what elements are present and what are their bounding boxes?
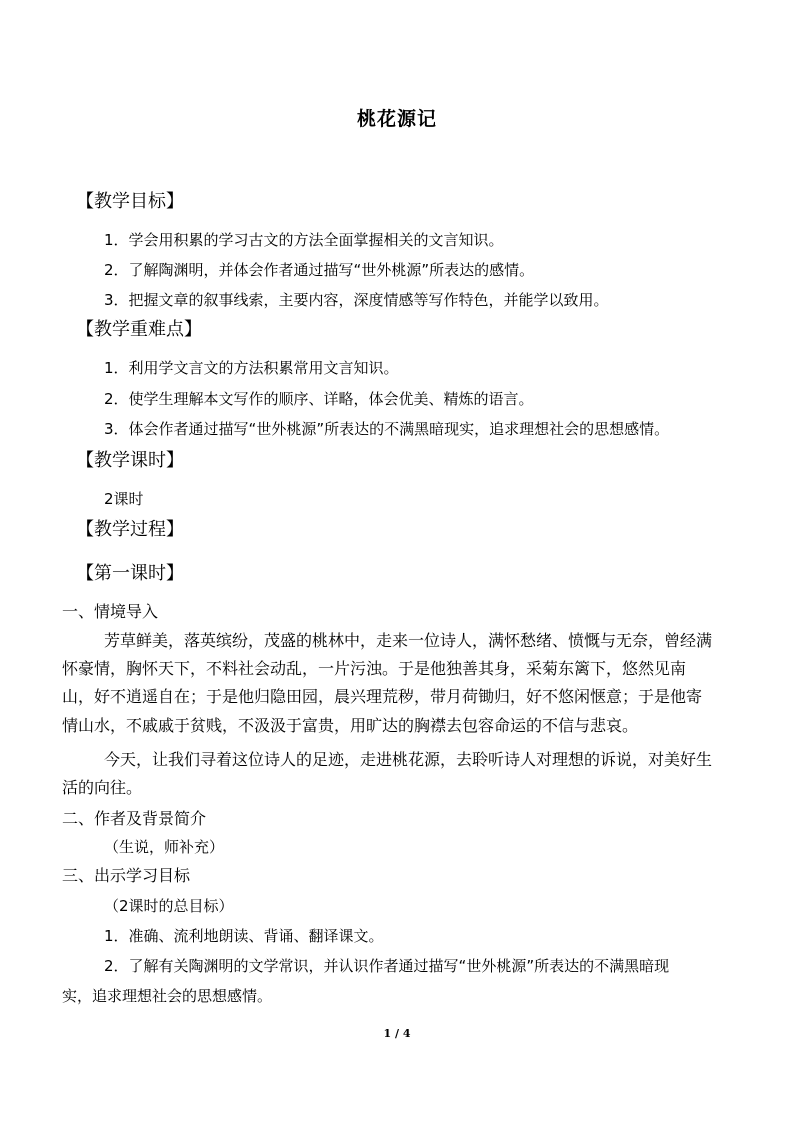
- author-note: （生说，师补充）: [104, 838, 225, 856]
- document-title: 桃花源记: [356, 108, 437, 130]
- intro-para1-line-2: 怀豪情，胸怀天下，不料社会动乱，一片污浊。于是他独善其身，采菊东篱下，悠然见南: [62, 659, 687, 678]
- key-point-item-2: 2．使学生理解本文写作的顺序、详略，体会优美、精炼的语言。: [104, 390, 534, 408]
- key-point-item-1: 1．利用学文言文的方法积累常用文言知识。: [104, 359, 399, 377]
- intro-para1-line-1: 芳草鲜美，落英缤纷，茂盛的桃林中，走来一位诗人，满怀愁绪、愤慨与无奈，曾经满: [104, 631, 713, 650]
- goal-item-3: 3．把握文章的叙事线索，主要内容，深度情感等写作特色，并能学以致用。: [104, 291, 609, 309]
- section-heading-hours: 【教学课时】: [76, 450, 184, 471]
- goal-item-2: 2．了解陶渊明，并体会作者通过描写“世外桃源”所表达的感情。: [104, 261, 535, 279]
- objective-item-1: 1．准确、流利地朗读、背诵、翻译课文。: [104, 927, 384, 945]
- part-title-objectives: 三、出示学习目标: [62, 866, 191, 885]
- section-heading-goals: 【教学目标】: [76, 191, 184, 212]
- goal-item-1: 1．学会用积累的学习古文的方法全面掌握相关的文言知识。: [104, 231, 504, 249]
- objectives-note: （2课时的总目标）: [104, 897, 234, 915]
- hours-text: 2课时: [104, 490, 144, 508]
- section-heading-key-points: 【教学重难点】: [76, 319, 202, 340]
- intro-para1-line-3: 山，好不逍遥自在；于是他归隐田园，晨兴理荒秽，带月荷锄归，好不悠闲惬意；于是他寄: [62, 687, 703, 706]
- part-title-intro: 一、情境导入: [62, 602, 159, 621]
- key-point-item-3: 3．体会作者通过描写“世外桃源”所表达的不满黑暗现实，追求理想社会的思想感情。: [104, 420, 670, 438]
- section-heading-first-lesson: 【第一课时】: [76, 563, 184, 584]
- intro-para2-line-1: 今天，让我们寻着这位诗人的足迹，走进桃花源，去聆听诗人对理想的诉说，对美好生: [104, 750, 713, 769]
- objective-item-2-line-2: 实，追求理想社会的思想感情。: [62, 987, 273, 1005]
- intro-para2-line-2: 活的向往。: [62, 778, 143, 797]
- part-title-author: 二、作者及背景简介: [62, 809, 207, 828]
- intro-para1-line-4: 情山水，不戚戚于贫贱，不汲汲于富贵，用旷达的胸襟去包容命运的不信与悲哀。: [62, 716, 639, 735]
- section-heading-process: 【教学过程】: [76, 519, 184, 540]
- objective-item-2-line-1: 2．了解有关陶渊明的文学常识，并认识作者通过描写“世外桃源”所表达的不满黑暗现: [104, 957, 670, 975]
- page-number: 1 / 4: [383, 1027, 411, 1040]
